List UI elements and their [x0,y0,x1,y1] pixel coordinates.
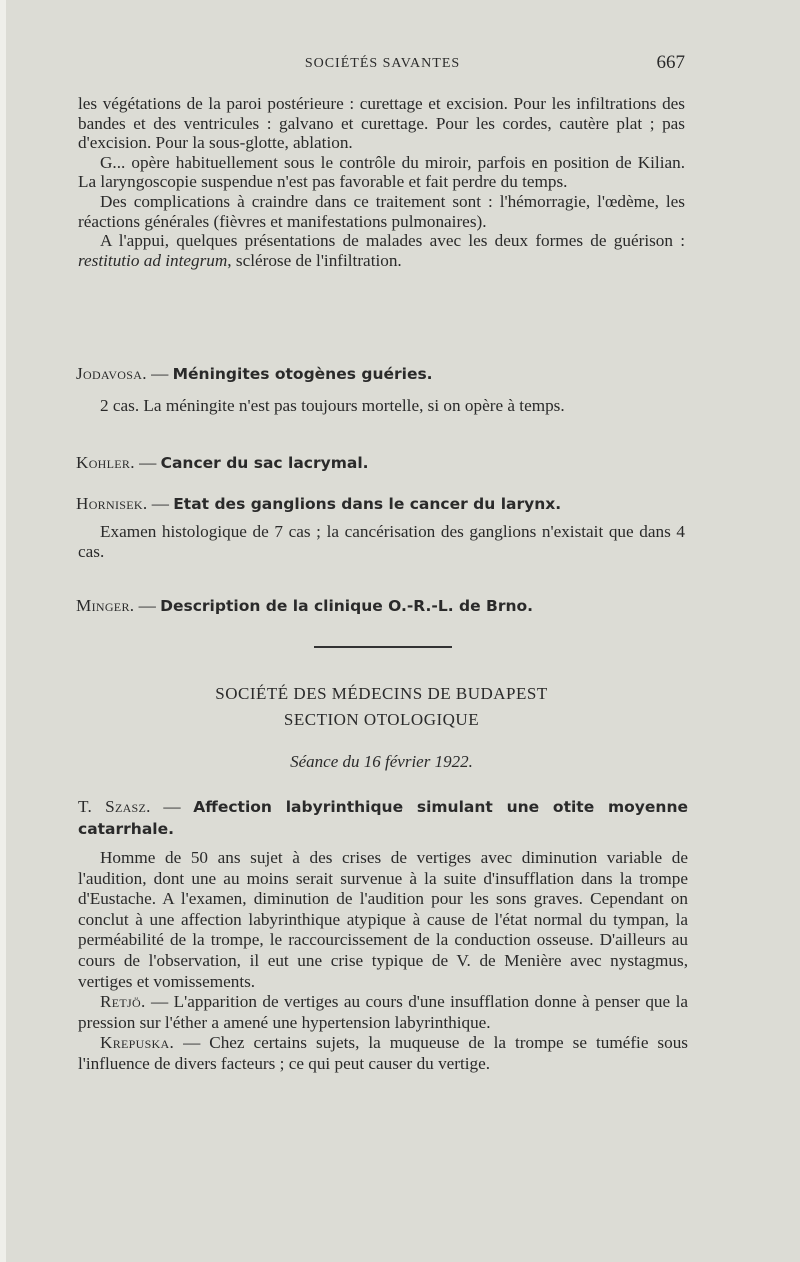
paragraph [78,231,685,270]
session-date: Séance du 16 février 1922. [290,752,473,771]
paragraph-text: , sclérose de l'infiltration. [227,250,402,270]
dash: — [150,797,194,816]
entry-heading [78,796,688,840]
section-name: SECTION OTOLOGIQUE [283,710,480,729]
society-name: SOCIÉTÉ DES MÉDECINS DE BUDAPEST [215,684,548,703]
author-name: T. Szasz. [78,797,151,816]
entry-body [78,522,685,561]
entry-title: Affection labyrinthique simulant une otite moyenne catarrhale. [78,798,688,838]
entry-title: Etat des ganglions dans le cancer du larynx. [173,495,562,513]
dash: — [146,364,173,383]
author-name: Retjö. [100,992,146,1012]
author-name: Minger. [76,596,135,615]
author-name: Kohler. [76,453,135,472]
dash: — [147,494,174,513]
running-title: SOCIÉTÉS SAVANTES [304,56,461,71]
paragraph [78,992,688,1033]
entry-jodavosa [76,364,688,384]
paragraph: Homme de 50 ans sujet à des crises de vertiges avec diminution variable de l'audition, dont une au moins serait survenue à la suite d'insufflation dans la trompe d'Eustache. A l'examen, diminution de l'audition pour les sons graves. Cependant on conclut à une affection labyrinthique atypique à cause de l'état normal du tympan, la perméabilité de la trompe, le raccourcissement de la conduction osseuse. D'ailleurs au cours de l'observation, il eut une crise typique de V. de Menière avec nystagmus, vertiges et vomissements. [78,848,688,991]
section-divider [314,646,452,648]
dash: — [134,453,161,472]
author-name: Jodavosa. [76,364,147,383]
paragraph: Des complications à craindre dans ce traitement sont : l'hémorragie, l'œdème, les réactions générales (fièvres et manifestations pulmonaires). [78,191,685,231]
entry-minger [76,596,688,616]
entry-kohler [76,453,688,473]
paragraph-text: — Chez certains sujets, la muqueuse de la trompe se tuméfie sous l'influence de divers facteurs ; ce qui peut causer du vertige. [78,1033,688,1073]
paragraph [78,1033,688,1074]
running-header [80,52,685,76]
entry-body [78,396,685,416]
entry-hornisek [76,494,688,514]
author-name: Hornisek. [76,494,148,513]
paragraph-text: — L'apparition de vertiges au cours d'une insufflation donne à penser que la pression sur l'éther a amené une hypertension labyrinthique. [78,992,688,1032]
entry-title: Cancer du sac lacrymal. [160,454,369,472]
paragraph: Examen histologique de 7 cas ; la cancérisation des ganglions n'existait que dans 4 cas. [78,522,685,561]
entry-title: Description de la clinique O.-R.-L. de Brno. [160,597,534,615]
author-name: Krepuska. [100,1033,175,1053]
page-number: 667 [656,52,685,73]
entry-szasz [78,796,688,1075]
entry-title: Méningites otogènes guéries. [172,365,433,383]
paragraph: G... opère habituellement sous le contrôle du miroir, parfois en position de Kilian. La laryngoscopie suspendue n'est pas favorable et fait perdre du temps. [78,152,685,192]
intro-text [78,94,685,270]
italic-phrase: restitutio ad integrum [78,250,228,270]
dash: — [134,596,161,615]
paragraph-text: A l'appui, quelques présentations de malades avec les deux formes de guérison : [100,231,685,251]
paragraph: 2 cas. La méningite n'est pas toujours mortelle, si on opère à temps. [100,396,565,415]
paragraph: les végétations de la paroi postérieure : curettage et excision. Pour les infiltrations des bandes et des ventricules : galvano et curettage. Pour les cordes, cautère plat ; pas d'excision. Pour la sous-glotte, ablation. [78,94,685,153]
